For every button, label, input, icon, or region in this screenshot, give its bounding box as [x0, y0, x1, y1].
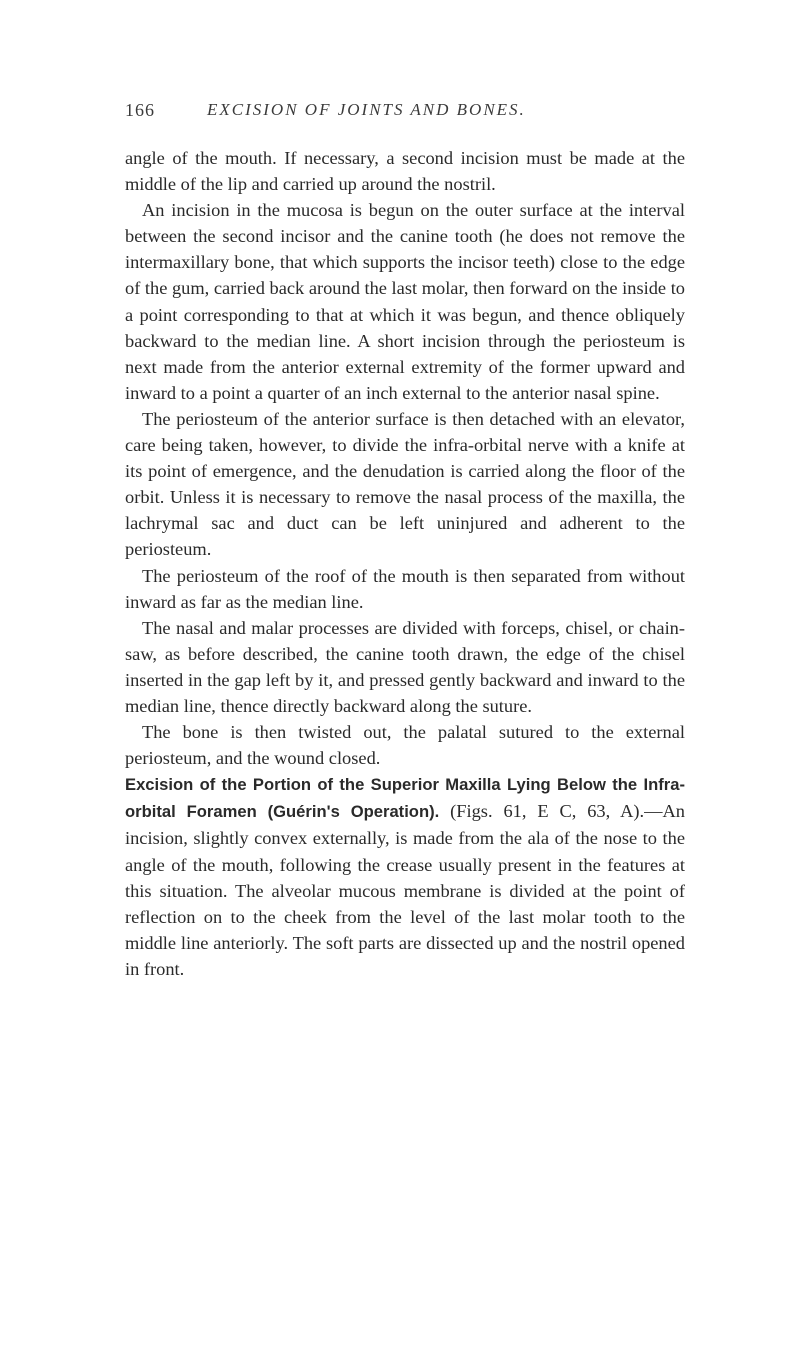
section-heading: Excision of the Portion of the Superior Maxilla Lying Below the Infra-orbital Foramen (Guérin's Operation). — [125, 775, 685, 822]
section-text: (Figs. 61, E C, 63, A).—An incision, slightly convex externally, is made from the ala of the nose to the angle of the mouth, following the crease usually present in the features at this situation. The alveolar mucous membrane is divided at the point of reflection on to the cheek from the level of the last molar tooth to the middle line anteriorly. The soft parts are dissected up and the nostril opened in front. — [125, 801, 685, 979]
running-head — [125, 100, 685, 130]
paragraph-continued: angle of the mouth. If necessary, a second incision must be made at the middle of the lip and carried up around the nostril. — [125, 148, 685, 195]
paragraph: The nasal and malar processes are divided with forceps, chisel, or chain-saw, as before described, the canine tooth drawn, the edge of the chisel inserted in the gap left by it, and pressed gently backward and inward to the median line, thence directly backward along the suture. — [125, 617, 685, 716]
section-paragraph — [125, 771, 685, 982]
book-page — [125, 100, 685, 982]
running-title: EXCISION OF JOINTS AND BONES. — [207, 100, 526, 119]
paragraph: The bone is then twisted out, the palatal sutured to the external periosteum, and the wound closed. — [125, 722, 685, 769]
paragraph: The periosteum of the roof of the mouth is then separated from without inward as far as the median line. — [125, 565, 685, 612]
body-text — [125, 145, 685, 982]
paragraph: An incision in the mucosa is begun on the outer surface at the interval between the second incisor and the canine tooth (he does not remove the intermaxillary bone, that which supports the incisor teeth) close to the edge of the gum, carried back around the last molar, then forward on the inside to a point corresponding to that at which it was begun, and thence obliquely backward to the median line. A short incision through the periosteum is next made from the anterior external extremity of the former upward and inward to a point a quarter of an inch external to the anterior nasal spine. — [125, 200, 685, 403]
paragraph: The periosteum of the anterior surface is then detached with an elevator, care being taken, however, to divide the infra-orbital nerve with a knife at its point of emergence, and the denudation is carried along the floor of the orbit. Unless it is necessary to remove the nasal process of the maxilla, the lachrymal sac and duct can be left uninjured and adherent to the periosteum. — [125, 408, 685, 560]
page-number: 166 — [125, 100, 155, 120]
